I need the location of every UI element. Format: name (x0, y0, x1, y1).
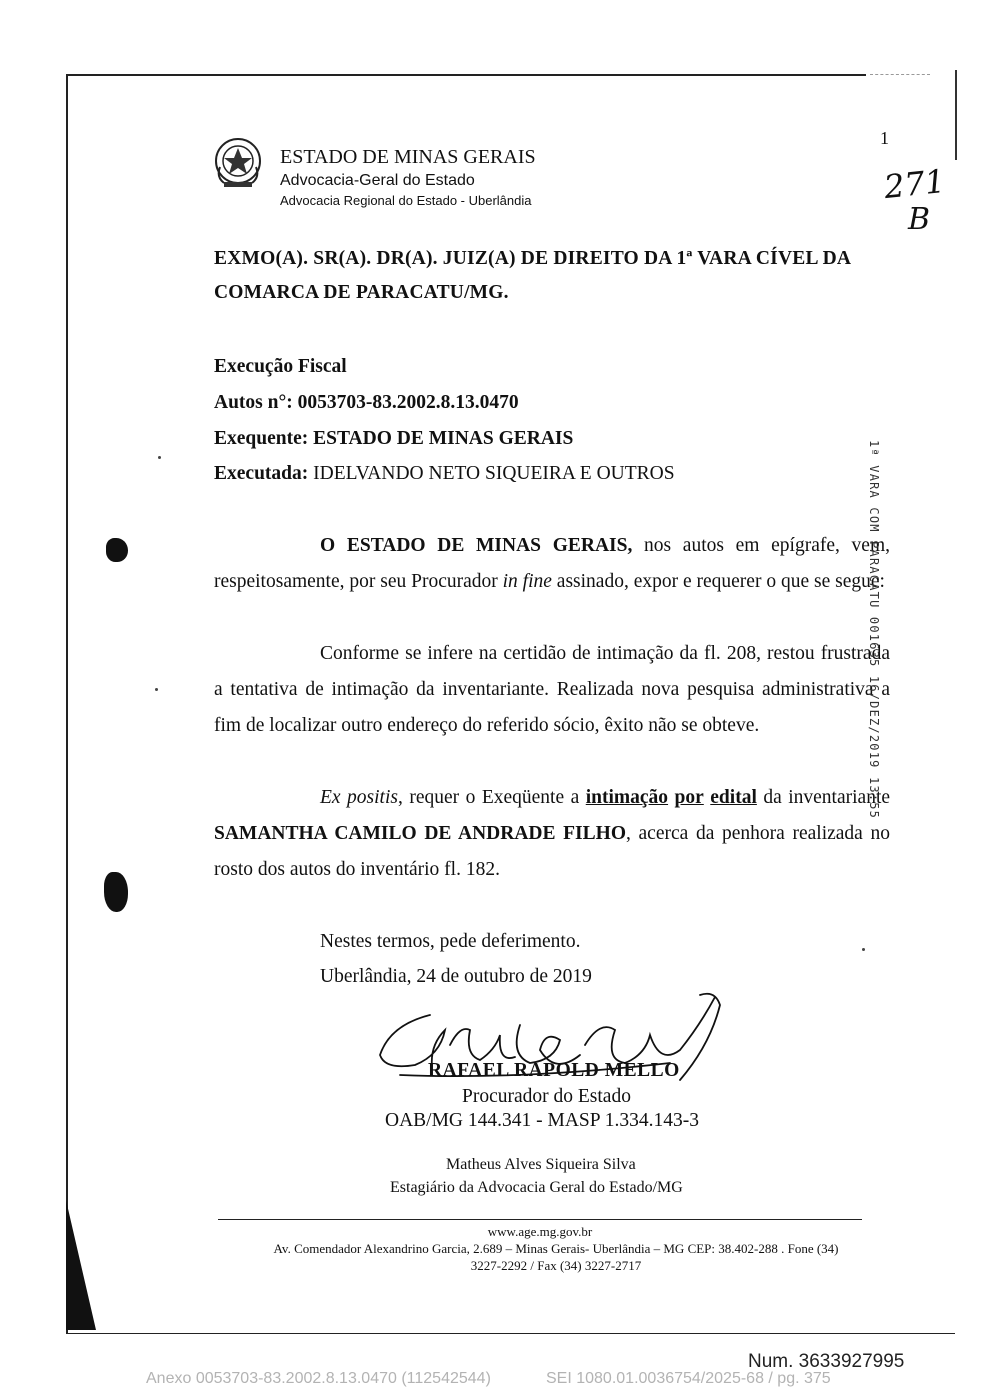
header-state: ESTADO DE MINAS GERAIS (280, 146, 536, 168)
addressee (214, 242, 894, 310)
p1-bold: O ESTADO DE MINAS GERAIS, (320, 535, 633, 556)
footer-address (218, 1240, 894, 1274)
closing-request: Nestes termos, pede deferimento. (320, 931, 581, 952)
intern-role: Estagiário da Advocacia Geral do Estado/MG (390, 1179, 683, 1196)
addressee-line: COMARCA DE PARACATU/MG. (214, 282, 509, 303)
p1-text-a: nos autos em epígrafe, vem, respeitosamente, por seu Procurador (214, 535, 891, 592)
case-exequente (214, 427, 894, 451)
body-paragraph-2 (214, 636, 890, 743)
page-number: 1 (880, 128, 889, 148)
p3-bold-name: SAMANTHA CAMILO DE ANDRADE FILHO (214, 822, 626, 844)
document-number: Num. 3633927995 (748, 1351, 905, 1372)
p1-text-b: assinado, expor e requerer o que se segue: (551, 570, 885, 592)
footer-address-line: 3227-2292 / Fax (34) 3227-2717 (470, 1258, 642, 1273)
body-paragraph-3 (214, 780, 890, 887)
handwritten-initial: B (908, 202, 931, 237)
body-paragraph-1 (214, 528, 890, 600)
addressee-line: EXMO(A). SR(A). DR(A). JUIZ(A) DE DIREITO DA 1ª VARA CÍVEL DA (214, 248, 852, 269)
scan-speck (155, 688, 158, 691)
coat-of-arms-icon (214, 137, 262, 189)
intern-name: Matheus Alves Siqueira Silva (446, 1156, 636, 1173)
top-border-line (66, 74, 866, 76)
case-autos (214, 391, 894, 415)
p3-underlined: intimação (585, 787, 669, 808)
p1-italic: in fine (502, 570, 552, 592)
punch-hole-mark (106, 538, 128, 562)
p3-underlined: edital (710, 787, 757, 808)
p3-text-b: da inventariante (756, 787, 891, 808)
case-type: Execução Fiscal (214, 356, 347, 377)
p2-text: Conforme se infere na certidão de intimação da fl. 208, restou frustrada a tentativa de intimação da inventariante. Realizada nova pesquisa administrativa a fim de localizar outro endereço do referido sócio, êxito não se obteve. (214, 643, 890, 736)
protocol-stamp: 1ª VARA COM PARACATU 001635 16/DEZ/2019 13:55 (867, 440, 881, 820)
footer-address-line: Av. Comendador Alexandrino Garcia, 2.689 – Minas Gerais- Uberlândia – MG CEP: 38.402-288 . Fone (34) (273, 1241, 839, 1256)
p3-text-c: , acerca da penhora realizada no rosto dos autos do inventário fl. 182. (214, 822, 890, 880)
executada-label: Executada: (214, 463, 309, 484)
footer-url: www.age.mg.gov.br (487, 1224, 593, 1239)
bottom-border-line (66, 1333, 955, 1334)
left-border-line (66, 76, 68, 1334)
closing-date: Uberlândia, 24 de outubro de 2019 (320, 966, 592, 987)
autos-label: Autos n°: (214, 392, 293, 413)
signatory-oab: OAB/MG 144.341 - MASP 1.334.143-3 (385, 1110, 700, 1131)
header-regional: Advocacia Regional do Estado - Uberlândia (280, 193, 532, 208)
autos-value: 0053703-83.2002.8.13.0470 (297, 392, 519, 413)
punch-hole-mark (104, 872, 128, 912)
footer-divider (218, 1219, 862, 1220)
handwritten-folio: 271 (882, 161, 947, 207)
exequente-value: ESTADO DE MINAS GERAIS (313, 428, 574, 449)
header-office: Advocacia-Geral do Estado (280, 172, 475, 189)
right-border-line (955, 70, 957, 160)
executada-value: IDELVANDO NETO SIQUEIRA E OUTROS (313, 463, 675, 484)
p3-text-a: , requer o Exeqüente a (397, 787, 586, 808)
sei-reference: SEI 1080.01.0036754/2025-68 / pg. 375 (546, 1370, 831, 1387)
signatory-role: Procurador do Estado (462, 1086, 631, 1107)
scan-speck (158, 456, 161, 459)
case-executada (214, 462, 894, 486)
scan-speck (862, 948, 865, 951)
annex-reference: Anexo 0053703-83.2002.8.13.0470 (112542544) (146, 1370, 491, 1387)
signatory-name: RAFAEL RAPOLD MELLO (428, 1060, 680, 1081)
top-border-dashed (870, 74, 930, 75)
exequente-label: Exequente: (214, 428, 309, 449)
p3-italic: Ex positis (320, 787, 398, 808)
scan-corner-shadow (66, 1200, 96, 1330)
p3-underlined: por (674, 787, 704, 808)
